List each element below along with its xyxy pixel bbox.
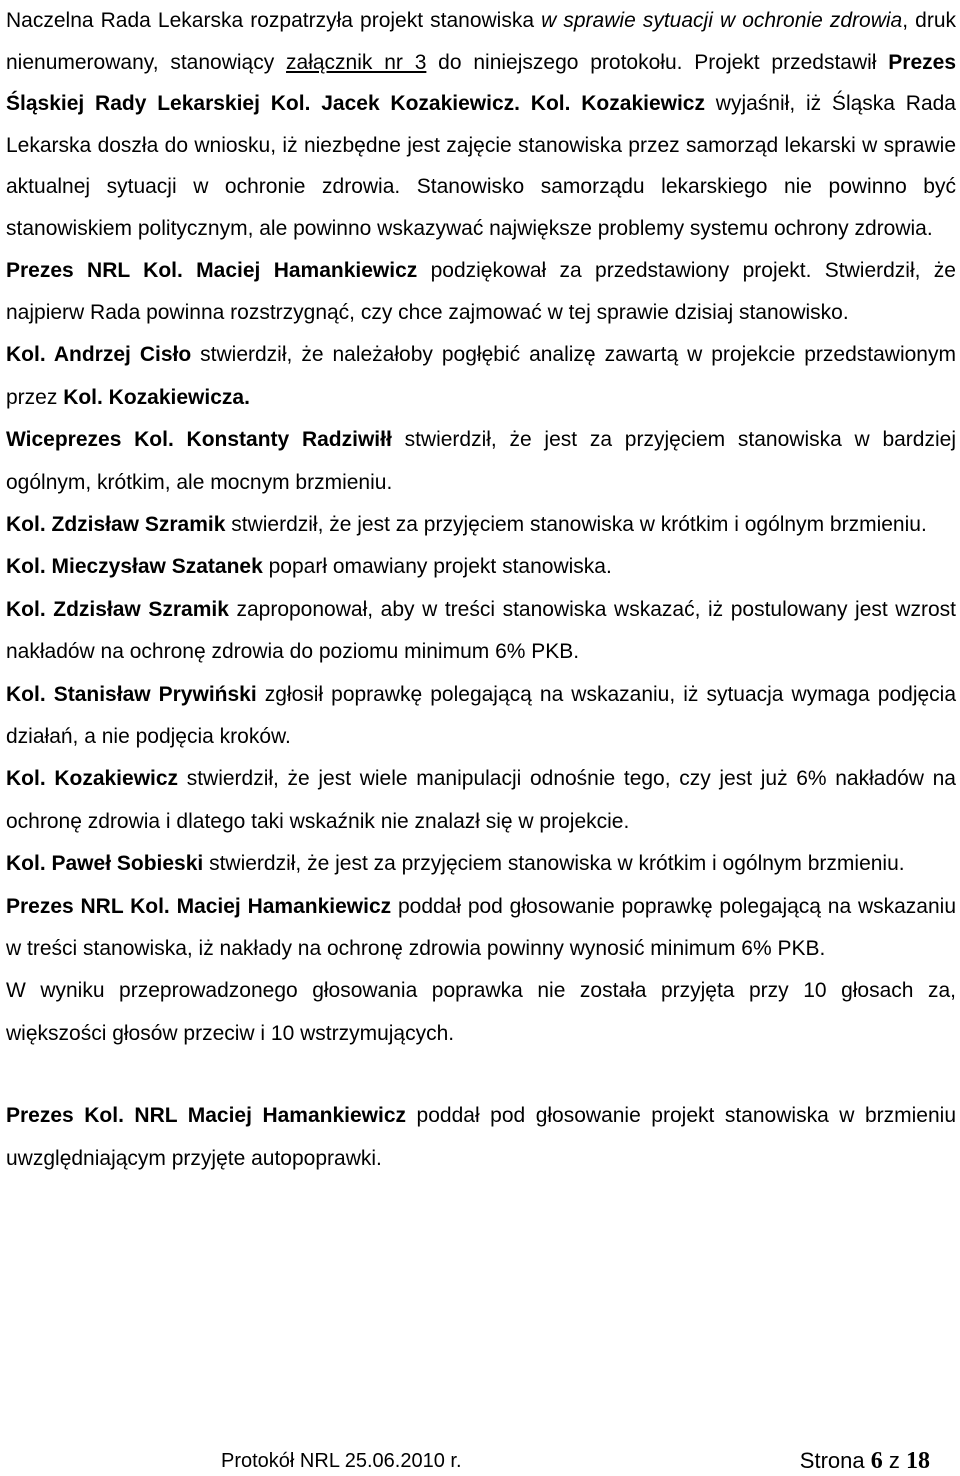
paragraph <box>6 589 956 674</box>
footer-protocol-label: Protokół NRL 25.06.2010 r. <box>221 1450 462 1472</box>
speaker-name: Kol. Mieczysław Szatanek <box>6 555 263 579</box>
footer-of-word: z <box>888 1448 900 1473</box>
paragraph-text: zaproponował, aby w treści stanowiska wskazać, iż postulowany jest wzrost nakładów na ochronę zdrowia do poziomu minimum 6% PKB. <box>6 597 956 664</box>
page-footer <box>0 1446 960 1476</box>
paragraph <box>6 250 956 335</box>
paragraph-text: zgłosił poprawkę polegającą na wskazaniu, iż sytuacja wymaga podjęcia działań, a nie podjęcia kroków. <box>6 682 957 749</box>
paragraph <box>6 334 956 419</box>
paragraph <box>6 674 956 759</box>
speaker-name: Prezes NRL Kol. Maciej Hamankiewicz <box>6 258 418 282</box>
paragraph <box>6 758 956 843</box>
paragraph-text: stwierdził, że należałoby pogłębić analizę zawartą w projekcie przedstawionym przez <box>6 343 956 409</box>
speaker-name: Wiceprezes Kol. Konstanty Radziwiłł <box>6 428 392 452</box>
paragraph <box>6 546 956 588</box>
speaker-name: Kol. Kozakiewicz <box>530 92 705 116</box>
paragraph-text: stwierdził, że jest za przyjęciem stanowiska w krótkim i ogólnym brzmieniu. <box>203 852 905 876</box>
speaker-name: Prezes Śląskiej Rady Lekarskiej Kol. Jacek Kozakiewicz. <box>6 50 957 116</box>
paragraph <box>6 843 956 885</box>
paragraph-text: w sprawie sytuacji w ochronie zdrowia <box>541 9 903 32</box>
footer-total-pages: 18 <box>906 1448 930 1474</box>
paragraph-text <box>520 92 531 115</box>
paragraph-text: załącznik nr 3 <box>286 50 427 74</box>
paragraph <box>6 419 956 504</box>
paragraph-text: poparł omawiany projekt stanowiska. <box>262 555 612 579</box>
footer-page-word: Strona <box>799 1448 865 1473</box>
paragraph-text: wyjaśnił, iż Śląska Rada Lekarska doszła do wniosku, iż niezbędne jest zajęcie stanowiska przez samorząd lekarski w sprawie aktualnej sytuacji w ochronie zdrowia. Stanowisko samorządu lekarskiego nie powinno być stanowiskiem politycznym, ale powinno wskazywać największe problemy systemu ochrony zdrowia. <box>6 92 956 240</box>
speaker-name: Prezes NRL Kol. Maciej Hamankiewicz <box>6 894 392 918</box>
paragraph-text: stwierdził, że jest za przyjęciem stanowiska w bardziej ogólnym, krótkim, ale mocnym brzmieniu. <box>6 428 956 494</box>
document-body <box>6 0 956 1180</box>
paragraph-text: W wyniku przeprowadzonego głosowania poprawka nie została przyjęta przy 10 głosach za, większości głosów przeciw i 10 wstrzymujących. <box>6 979 956 1045</box>
paragraph <box>6 970 956 1055</box>
paragraph <box>6 1095 956 1180</box>
paragraph-text: Naczelna Rada Lekarska rozpatrzyła projekt stanowiska <box>6 9 542 32</box>
speaker-name: Kol. Kozakiewicza. <box>63 385 250 409</box>
paragraph <box>6 0 956 250</box>
paragraph-text: , druk nienumerowany, stanowiący <box>6 9 956 74</box>
paragraph-text: stwierdził, że jest wiele manipulacji odnośnie tego, czy jest już 6% nakładów na ochronę zdrowia i dlatego taki wskaźnik nie znalazł się w projekcie. <box>6 767 956 833</box>
paragraph-text: poddał pod głosowanie projekt stanowiska w brzmieniu uwzględniającym przyjęte autopoprawki. <box>6 1104 956 1170</box>
speaker-name: Prezes Kol. NRL Maciej Hamankiewicz <box>6 1104 407 1128</box>
paragraph-text: do niniejszego protokołu. Projekt przedstawił <box>426 50 889 74</box>
speaker-name: Kol. Kozakiewicz <box>6 767 179 791</box>
paragraph <box>6 886 956 971</box>
paragraph-text: stwierdził, że jest za przyjęciem stanowiska w krótkim i ogólnym brzmieniu. <box>225 513 927 536</box>
speaker-name: Kol. Stanisław Prywiński <box>6 682 257 706</box>
speaker-name: Kol. Zdzisław Szramik <box>6 597 229 621</box>
speaker-name: Kol. Paweł Sobieski <box>6 852 204 876</box>
paragraph-text: podziękował za przedstawiony projekt. Stwierdził, że najpierw Rada powinna rozstrzygnąć, czy chce zajmować w tej sprawie dzisiaj stanowisko. <box>6 258 956 324</box>
paragraph <box>6 504 956 546</box>
paragraph-text: poddał pod głosowanie poprawkę polegającą na wskazaniu w treści stanowiska, iż nakłady na ochronę zdrowia powinny wynosić minimum 6% PKB. <box>6 894 957 961</box>
footer-page-number: 6 <box>870 1448 883 1474</box>
speaker-name: Kol. Andrzej Cisło <box>6 343 192 367</box>
speaker-name: Kol. Zdzisław Szramik <box>6 513 226 536</box>
footer-page-indicator <box>800 1446 930 1476</box>
